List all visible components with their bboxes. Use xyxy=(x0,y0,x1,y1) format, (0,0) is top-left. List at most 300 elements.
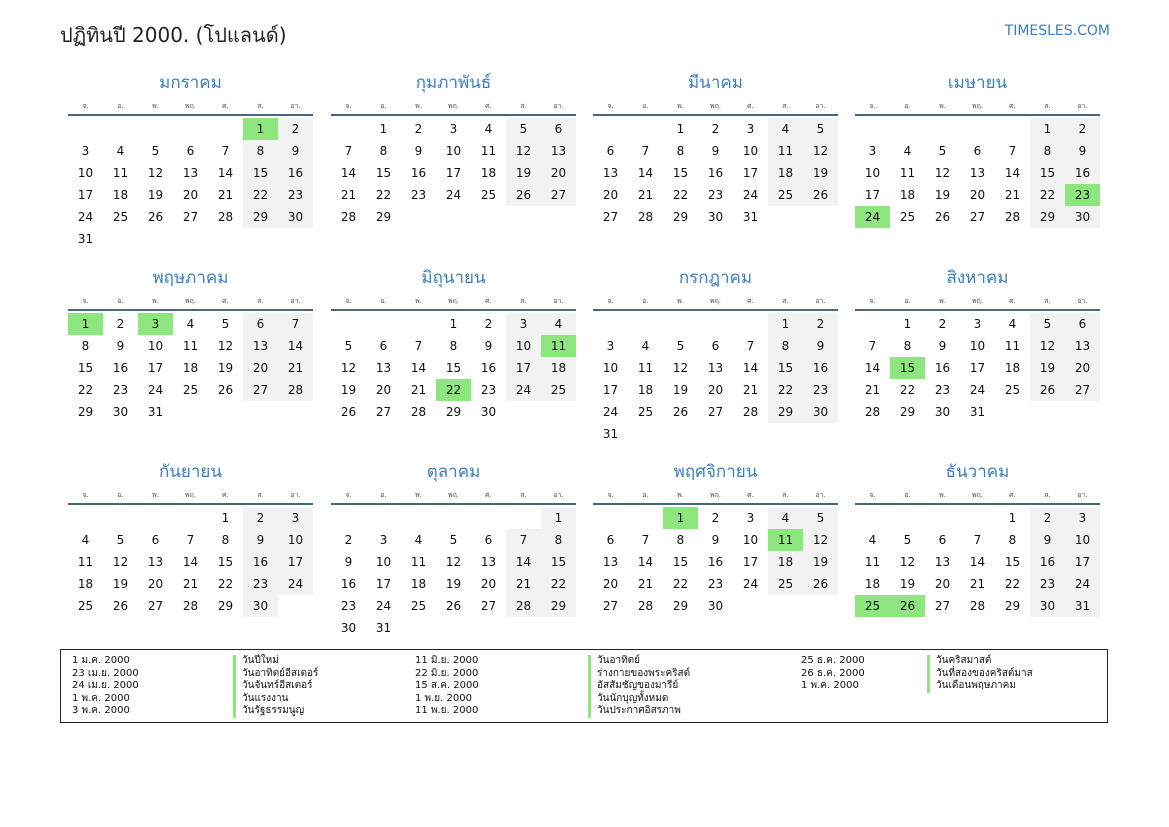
day-cell: 29 xyxy=(217,599,234,613)
day-cell: 5 xyxy=(116,533,125,547)
month-block xyxy=(593,267,838,445)
day-cell: 2 xyxy=(711,122,720,136)
holiday-day-cell: 24 xyxy=(855,206,890,228)
day-cell: 17 xyxy=(147,361,164,375)
day-cell: 10 xyxy=(1065,529,1100,551)
empty-cell xyxy=(733,313,768,335)
day-cell: 3 xyxy=(278,507,313,529)
weekday-label: จ. xyxy=(82,491,89,499)
empty-cell xyxy=(471,507,506,529)
day-cell: 31 xyxy=(375,621,392,635)
day-cell: 13 xyxy=(375,361,392,375)
day-cell: 4 xyxy=(186,317,195,331)
weekday-label: ส. xyxy=(257,102,264,110)
holiday-day-cell: 3 xyxy=(138,313,173,335)
day-cell: 24 xyxy=(742,577,759,591)
day-cell: 6 xyxy=(1065,313,1100,335)
weekday-label: อ. xyxy=(117,102,124,110)
weekday-label: พฤ. xyxy=(184,491,197,499)
day-cell: 10 xyxy=(278,529,313,551)
holiday-date: 1 ม.ค. 2000 xyxy=(72,655,130,666)
weekday-label: พ. xyxy=(152,102,159,110)
weekday-label: จ. xyxy=(869,297,876,305)
day-cell: 17 xyxy=(77,188,94,202)
day-cell: 1 xyxy=(221,511,230,525)
holiday-names-col-1 xyxy=(233,655,318,718)
weekday-label: อ. xyxy=(904,102,911,110)
day-cell: 11 xyxy=(899,166,916,180)
day-cell: 20 xyxy=(541,162,576,184)
day-cell: 15 xyxy=(541,551,576,573)
day-cell: 19 xyxy=(1030,357,1065,379)
day-cell: 3 xyxy=(746,511,755,525)
month-block xyxy=(331,72,576,228)
day-cell: 2 xyxy=(116,317,125,331)
header-divider xyxy=(68,309,313,311)
day-cell: 21 xyxy=(742,383,759,397)
day-cell: 20 xyxy=(602,188,619,202)
month-block xyxy=(855,461,1100,617)
day-cell: 4 xyxy=(641,339,650,353)
day-cell: 12 xyxy=(803,529,838,551)
day-cell: 31 xyxy=(147,405,164,419)
empty-cell xyxy=(890,118,925,140)
empty-cell xyxy=(138,118,173,140)
month-block xyxy=(331,461,576,639)
day-cell: 1 xyxy=(449,317,458,331)
empty-cell xyxy=(995,118,1030,140)
day-cell: 18 xyxy=(864,577,881,591)
day-cell: 20 xyxy=(375,383,392,397)
empty-cell xyxy=(366,313,401,335)
day-cell: 4 xyxy=(868,533,877,547)
holiday-name: วันประกาศอิสรภาพ xyxy=(597,705,681,717)
holiday-day-cell: 1 xyxy=(68,313,103,335)
weekday-label: พฤ. xyxy=(709,491,722,499)
day-cell: 8 xyxy=(903,339,912,353)
weekday-label: อา. xyxy=(290,102,301,110)
weekday-label: พฤ. xyxy=(447,102,460,110)
day-cell: 17 xyxy=(1065,551,1100,573)
weekday-label: จ. xyxy=(345,491,352,499)
empty-cell xyxy=(103,507,138,529)
empty-cell xyxy=(628,118,663,140)
weekday-label: จ. xyxy=(607,297,614,305)
weekday-label: จ. xyxy=(869,491,876,499)
day-cell: 21 xyxy=(217,188,234,202)
day-cell: 16 xyxy=(278,162,313,184)
weekday-label: จ. xyxy=(869,102,876,110)
day-cell: 23 xyxy=(934,383,951,397)
weekday-label: พ. xyxy=(677,102,684,110)
day-cell: 17 xyxy=(375,577,392,591)
day-cell: 31 xyxy=(77,232,94,246)
empty-cell xyxy=(331,507,366,529)
day-cell: 24 xyxy=(375,599,392,613)
day-cell: 28 xyxy=(969,599,986,613)
day-cell: 30 xyxy=(112,405,129,419)
day-cell: 29 xyxy=(445,405,462,419)
day-cell: 13 xyxy=(243,335,278,357)
month-block xyxy=(68,267,313,423)
day-cell: 27 xyxy=(182,210,199,224)
empty-cell xyxy=(960,507,995,529)
day-grid xyxy=(68,118,313,250)
day-cell: 31 xyxy=(969,405,986,419)
day-cell: 4 xyxy=(484,122,493,136)
day-cell: 1 xyxy=(541,507,576,529)
day-cell: 25 xyxy=(541,379,576,401)
holiday-name: วันนักบุญทั้งหมด xyxy=(597,692,669,704)
day-cell: 22 xyxy=(217,577,234,591)
day-cell: 1 xyxy=(1030,118,1065,140)
day-cell: 1 xyxy=(903,317,912,331)
day-cell: 16 xyxy=(112,361,129,375)
day-grid xyxy=(855,507,1100,617)
weekday-label: พ. xyxy=(939,102,946,110)
day-cell: 21 xyxy=(340,188,357,202)
day-cell: 4 xyxy=(81,533,90,547)
day-grid xyxy=(593,507,838,617)
day-cell: 14 xyxy=(340,166,357,180)
day-cell: 20 xyxy=(934,577,951,591)
empty-cell xyxy=(698,313,733,335)
day-cell: 6 xyxy=(484,533,493,547)
empty-cell xyxy=(103,118,138,140)
day-cell: 28 xyxy=(410,405,427,419)
day-cell: 30 xyxy=(934,405,951,419)
holiday-name: วันเดือนพฤษภาคม xyxy=(936,680,1016,692)
day-cell: 10 xyxy=(445,144,462,158)
day-cell: 18 xyxy=(480,166,497,180)
day-cell: 13 xyxy=(707,361,724,375)
day-cell: 21 xyxy=(506,573,541,595)
month-name: ธันวาคม xyxy=(945,462,1010,482)
weekday-label: อ. xyxy=(380,297,387,305)
day-cell: 8 xyxy=(1008,533,1017,547)
empty-cell xyxy=(593,507,628,529)
day-cell: 19 xyxy=(803,162,838,184)
weekday-label: อา. xyxy=(815,102,826,110)
day-cell: 10 xyxy=(742,533,759,547)
weekday-label: ส. xyxy=(1044,297,1051,305)
day-cell: 19 xyxy=(147,188,164,202)
weekday-label: ส. xyxy=(520,297,527,305)
header-divider xyxy=(593,309,838,311)
weekday-label: พฤ. xyxy=(971,297,984,305)
weekday-label: ส. xyxy=(257,297,264,305)
day-cell: 20 xyxy=(147,577,164,591)
day-cell: 14 xyxy=(637,166,654,180)
day-cell: 4 xyxy=(541,313,576,335)
empty-cell xyxy=(855,507,890,529)
day-cell: 29 xyxy=(375,210,392,224)
day-cell: 3 xyxy=(606,339,615,353)
day-cell: 22 xyxy=(1030,184,1065,206)
weekday-label: อ. xyxy=(642,297,649,305)
weekday-label: จ. xyxy=(345,102,352,110)
day-cell: 13 xyxy=(182,166,199,180)
day-cell: 22 xyxy=(541,573,576,595)
day-cell: 27 xyxy=(602,210,619,224)
day-cell: 16 xyxy=(340,577,357,591)
day-cell: 4 xyxy=(768,118,803,140)
day-cell: 30 xyxy=(1030,595,1065,617)
day-cell: 10 xyxy=(77,166,94,180)
day-cell: 24 xyxy=(278,573,313,595)
weekday-label: พฤ. xyxy=(184,102,197,110)
day-cell: 4 xyxy=(414,533,423,547)
day-cell: 26 xyxy=(147,210,164,224)
day-cell: 28 xyxy=(217,210,234,224)
weekday-label: พ. xyxy=(677,491,684,499)
day-cell: 26 xyxy=(803,184,838,206)
day-cell: 30 xyxy=(480,405,497,419)
holiday-names-col-2 xyxy=(588,655,690,718)
day-cell: 21 xyxy=(182,577,199,591)
day-grid xyxy=(331,313,576,423)
holiday-day-cell: 1 xyxy=(243,118,278,140)
day-cell: 15 xyxy=(672,166,689,180)
day-cell: 11 xyxy=(410,555,427,569)
day-cell: 6 xyxy=(186,144,195,158)
day-cell: 9 xyxy=(243,529,278,551)
site-link[interactable]: TIMESLES.COM xyxy=(1004,23,1110,39)
header-divider xyxy=(855,309,1100,311)
day-cell: 9 xyxy=(414,144,423,158)
day-cell: 17 xyxy=(506,357,541,379)
day-cell: 8 xyxy=(676,144,685,158)
day-cell: 5 xyxy=(506,118,541,140)
weekday-label: ศ. xyxy=(222,102,229,110)
day-cell: 12 xyxy=(340,361,357,375)
day-cell: 6 xyxy=(541,118,576,140)
header-divider xyxy=(855,503,1100,505)
day-cell: 11 xyxy=(637,361,654,375)
day-cell: 4 xyxy=(768,507,803,529)
holiday-date: 26 ธ.ค. 2000 xyxy=(801,667,865,679)
day-cell: 22 xyxy=(672,188,689,202)
day-cell: 27 xyxy=(934,599,951,613)
day-cell: 30 xyxy=(803,401,838,423)
day-grid xyxy=(855,118,1100,228)
day-cell: 29 xyxy=(768,401,803,423)
holiday-day-cell: 26 xyxy=(890,595,925,617)
day-cell: 27 xyxy=(969,210,986,224)
day-cell: 1 xyxy=(379,122,388,136)
weekday-label: อ. xyxy=(117,491,124,499)
day-cell: 13 xyxy=(480,555,497,569)
weekday-label: อา. xyxy=(553,297,564,305)
day-cell: 6 xyxy=(379,339,388,353)
day-cell: 8 xyxy=(243,140,278,162)
month-name: พฤศจิกายน xyxy=(673,462,758,482)
day-cell: 12 xyxy=(445,555,462,569)
day-cell: 11 xyxy=(77,555,94,569)
day-cell: 18 xyxy=(768,162,803,184)
weekday-label: จ. xyxy=(607,491,614,499)
day-cell: 17 xyxy=(742,555,759,569)
day-cell: 12 xyxy=(147,166,164,180)
day-cell: 29 xyxy=(77,405,94,419)
day-cell: 16 xyxy=(707,555,724,569)
header-divider xyxy=(68,503,313,505)
day-cell: 17 xyxy=(742,166,759,180)
day-cell: 28 xyxy=(278,379,313,401)
weekday-label: อ. xyxy=(904,491,911,499)
day-cell: 19 xyxy=(899,577,916,591)
month-name: มิถุนายน xyxy=(421,268,486,288)
day-cell: 23 xyxy=(410,188,427,202)
day-cell: 24 xyxy=(147,383,164,397)
month-name: สิงหาคม xyxy=(946,268,1009,288)
holiday-names-col-3 xyxy=(927,655,1033,693)
day-cell: 1 xyxy=(768,313,803,335)
day-cell: 7 xyxy=(641,144,650,158)
day-cell: 12 xyxy=(1030,335,1065,357)
month-block xyxy=(855,72,1100,228)
day-cell: 14 xyxy=(506,551,541,573)
day-cell: 10 xyxy=(375,555,392,569)
day-cell: 18 xyxy=(410,577,427,591)
weekday-label: อ. xyxy=(642,102,649,110)
day-cell: 7 xyxy=(278,313,313,335)
day-cell: 20 xyxy=(707,383,724,397)
day-cell: 6 xyxy=(938,533,947,547)
day-cell: 12 xyxy=(672,361,689,375)
day-cell: 22 xyxy=(375,188,392,202)
day-cell: 24 xyxy=(77,210,94,224)
day-cell: 14 xyxy=(864,361,881,375)
day-cell: 16 xyxy=(480,361,497,375)
empty-cell xyxy=(68,507,103,529)
day-cell: 9 xyxy=(938,339,947,353)
holiday-name: วันจันทร์อีสเตอร์ xyxy=(242,680,313,692)
weekday-label: พ. xyxy=(677,297,684,305)
page-title: ปฏิทินปี 2000. (โปแลนด์) xyxy=(60,23,287,47)
weekday-label: ศ. xyxy=(747,297,754,305)
day-cell: 28 xyxy=(864,405,881,419)
day-cell: 18 xyxy=(1004,361,1021,375)
day-cell: 30 xyxy=(278,206,313,228)
month-block xyxy=(593,72,838,228)
day-cell: 22 xyxy=(77,383,94,397)
weekday-label: พ. xyxy=(415,491,422,499)
day-cell: 23 xyxy=(112,383,129,397)
day-cell: 19 xyxy=(112,577,129,591)
weekday-label: อ. xyxy=(904,297,911,305)
day-cell: 27 xyxy=(243,379,278,401)
day-cell: 7 xyxy=(641,533,650,547)
month-name: กันยายน xyxy=(158,462,222,482)
day-cell: 8 xyxy=(1030,140,1065,162)
empty-cell xyxy=(960,118,995,140)
day-cell: 26 xyxy=(506,184,541,206)
day-cell: 15 xyxy=(243,162,278,184)
day-cell: 5 xyxy=(151,144,160,158)
day-grid xyxy=(331,507,576,639)
day-cell: 22 xyxy=(899,383,916,397)
empty-cell xyxy=(663,313,698,335)
day-cell: 2 xyxy=(803,313,838,335)
weekday-label: ศ. xyxy=(222,491,229,499)
day-cell: 26 xyxy=(672,405,689,419)
day-cell: 19 xyxy=(217,361,234,375)
holiday-date: 3 พ.ค. 2000 xyxy=(72,705,130,717)
header-divider xyxy=(331,114,576,116)
day-cell: 5 xyxy=(803,507,838,529)
day-cell: 12 xyxy=(934,166,951,180)
weekday-header xyxy=(593,295,838,307)
day-cell: 24 xyxy=(445,188,462,202)
day-cell: 13 xyxy=(1065,335,1100,357)
day-cell: 10 xyxy=(969,339,986,353)
day-cell: 16 xyxy=(803,357,838,379)
day-cell: 22 xyxy=(243,184,278,206)
weekday-header xyxy=(593,100,838,112)
day-cell: 29 xyxy=(243,206,278,228)
weekday-label: อา. xyxy=(290,297,301,305)
weekday-header xyxy=(593,489,838,501)
empty-cell xyxy=(628,313,663,335)
empty-cell xyxy=(401,507,436,529)
day-cell: 14 xyxy=(1004,166,1021,180)
day-cell: 12 xyxy=(217,339,234,353)
day-cell: 9 xyxy=(344,555,353,569)
day-cell: 20 xyxy=(602,577,619,591)
header-divider xyxy=(331,309,576,311)
day-cell: 15 xyxy=(217,555,234,569)
day-cell: 28 xyxy=(742,405,759,419)
month-name: มีนาคม xyxy=(688,73,743,93)
day-cell: 27 xyxy=(375,405,392,419)
weekday-label: จ. xyxy=(82,102,89,110)
day-cell: 13 xyxy=(147,555,164,569)
day-cell: 25 xyxy=(112,210,129,224)
holiday-name: อัสสัมชัญของมารีย์ xyxy=(597,680,679,692)
day-cell: 13 xyxy=(934,555,951,569)
day-cell: 4 xyxy=(903,144,912,158)
holiday-day-cell: 15 xyxy=(890,357,925,379)
day-cell: 31 xyxy=(742,210,759,224)
empty-cell xyxy=(628,507,663,529)
day-cell: 19 xyxy=(340,383,357,397)
empty-cell xyxy=(173,118,208,140)
day-cell: 28 xyxy=(637,599,654,613)
day-cell: 11 xyxy=(112,166,129,180)
holiday-dates-col-3 xyxy=(801,655,865,693)
day-cell: 3 xyxy=(379,533,388,547)
day-cell: 13 xyxy=(602,166,619,180)
day-cell: 11 xyxy=(480,144,497,158)
empty-cell xyxy=(855,118,890,140)
day-cell: 21 xyxy=(410,383,427,397)
day-cell: 9 xyxy=(1065,140,1100,162)
day-cell: 5 xyxy=(903,533,912,547)
empty-cell xyxy=(366,507,401,529)
day-cell: 17 xyxy=(864,188,881,202)
day-cell: 12 xyxy=(506,140,541,162)
day-cell: 8 xyxy=(768,335,803,357)
day-cell: 16 xyxy=(934,361,951,375)
holiday-date: 15 ส.ค. 2000 xyxy=(415,680,479,692)
day-cell: 9 xyxy=(1030,529,1065,551)
day-cell: 29 xyxy=(541,595,576,617)
header-divider xyxy=(68,114,313,116)
day-cell: 9 xyxy=(278,140,313,162)
day-cell: 30 xyxy=(1065,206,1100,228)
weekday-header xyxy=(68,295,313,307)
